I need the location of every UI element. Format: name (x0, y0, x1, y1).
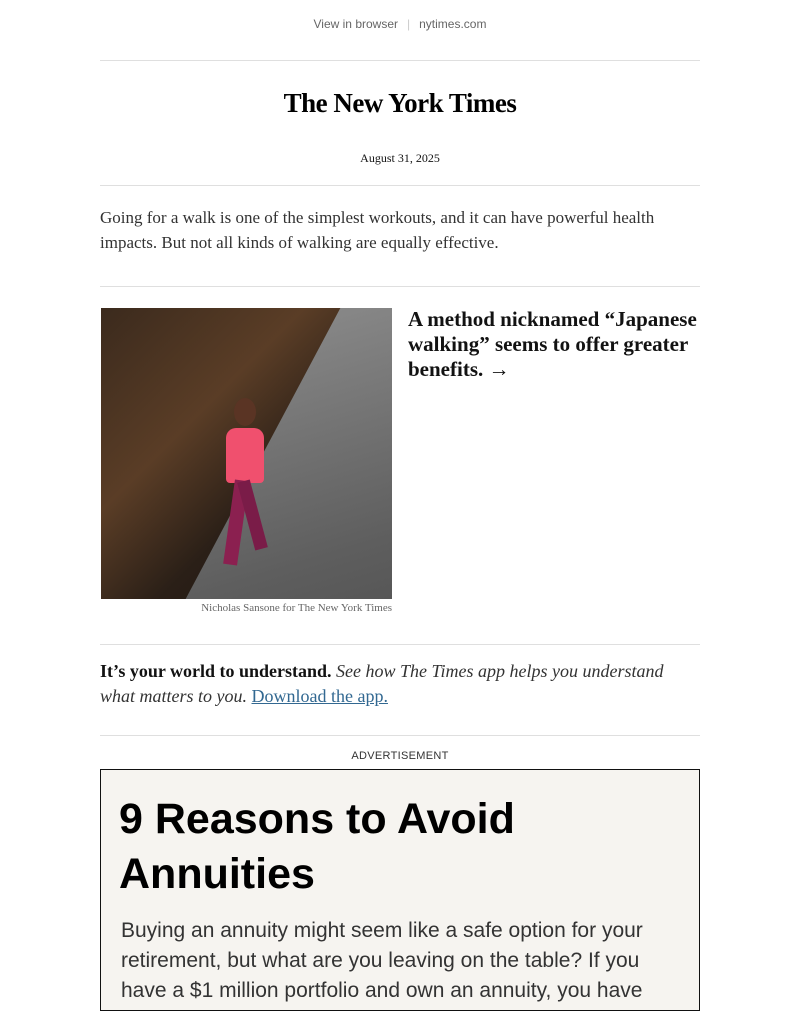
view-in-browser-link[interactable]: View in browser (313, 17, 398, 31)
photo-caption: Nicholas Sansone for The New York Times (201, 602, 392, 614)
photo-path (138, 308, 392, 599)
intro-text: Going for a walk is one of the simplest workouts, and it can have powerful health impacts. But not all kinds of walking are equally effective. (100, 208, 655, 252)
ad-title: 9 Reasons to Avoid Annuities (119, 795, 515, 898)
story-photo[interactable] (101, 308, 392, 599)
nytimes-link[interactable]: nytimes.com (419, 17, 487, 31)
ad-label: ADVERTISEMENT (351, 750, 449, 762)
story-headline-link[interactable]: A method nicknamed “Japanese walking” seems to offer greater benefits. → (408, 307, 697, 381)
photo-runner (234, 398, 256, 426)
promo-italic: See how The Times app helps you understand what matters to you. (100, 661, 664, 706)
separator: | (407, 17, 411, 31)
newsletter-date: August 31, 2025 (360, 151, 440, 165)
nyt-logo[interactable]: The New York Times (283, 88, 517, 118)
ad-body: Buying an annuity might seem like a safe option for your retirement, but what are you leaving on the table? If you have a $1 million portfolio and own an annuity, you have (121, 919, 643, 1002)
promo-bold: It’s your world to understand. (100, 661, 332, 681)
app-promo (100, 659, 690, 709)
divider (100, 644, 700, 645)
photo-runner (226, 428, 264, 483)
divider (100, 60, 700, 61)
divider (100, 286, 700, 287)
advertisement[interactable] (100, 769, 700, 1011)
divider (100, 185, 700, 186)
download-app-link[interactable]: Download the app. (251, 686, 388, 706)
top-links (0, 17, 800, 31)
divider (100, 735, 700, 736)
